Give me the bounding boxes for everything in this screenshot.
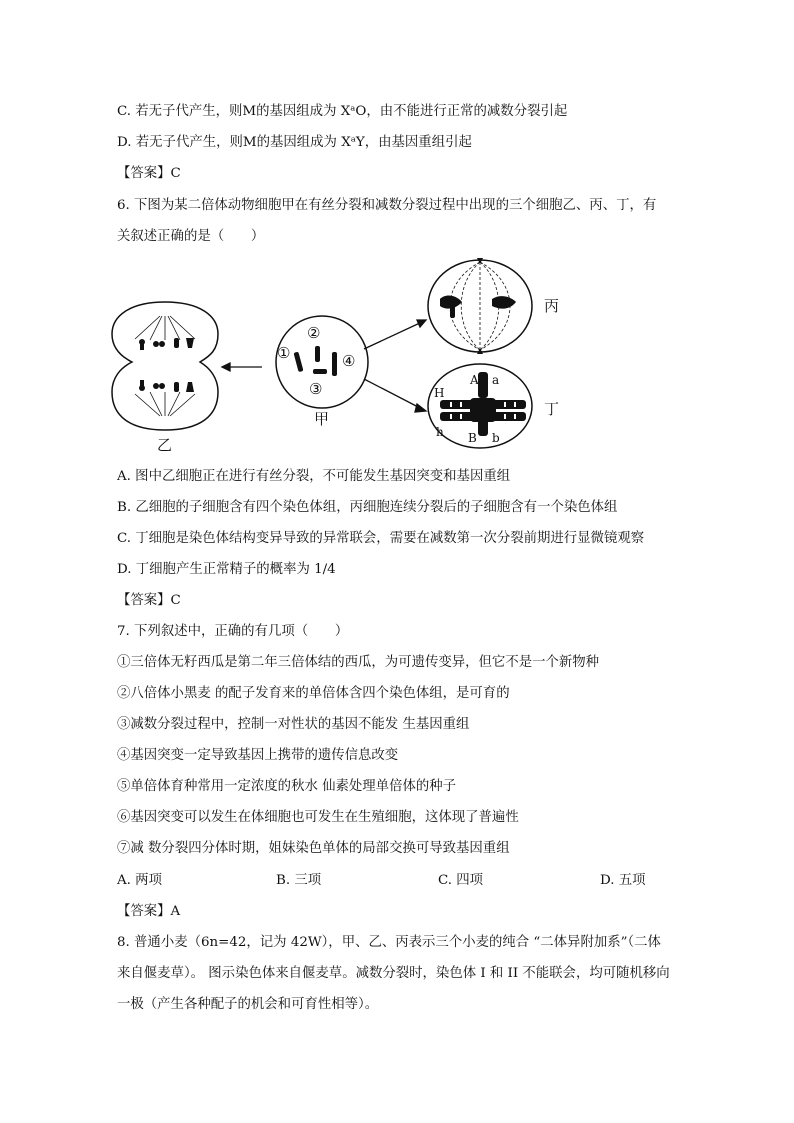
label-cell-yi: 乙 [157, 436, 173, 454]
q7-item-5: ⑤单倍体育种常用一定浓度的秋水 仙素处理单倍体的种子 [117, 779, 457, 794]
q7-stem: 7. 下列叙述中，正确的有几项（ ） [117, 624, 349, 639]
q7-item-2: ②八倍体小黑麦 的配子发育来的单倍体含四个染色体组，是可育的 [117, 686, 510, 701]
label-chrom-2: ② [307, 324, 321, 342]
label-chrom-4: ④ [342, 352, 356, 370]
q7-item-1: ①三倍体无籽西瓜是第二年三倍体结的西瓜，为可遗传变异，但它不是一个新物种 [117, 655, 600, 670]
q7-option-b: B. 三项 [276, 873, 322, 888]
q7-option-c: C. 四项 [438, 873, 484, 888]
q5-answer: 【答案】C [117, 166, 181, 181]
q7-answer: 【答案】A [117, 904, 181, 919]
q7-item-3: ③减数分裂过程中，控制一对性状的基因不能发 生基因重组 [117, 717, 470, 732]
q6-answer: 【答案】C [117, 593, 181, 608]
q8-line-1: 8. 普通小麦（6n=42，记为 42W），甲、乙、丙表示三个小麦的纯合 “二体异附加系”（二体 [117, 935, 661, 950]
q8-line-2: 来自偃麦草）。 图示染色体来自偃麦草。减数分裂时，染色体 I 和 II 不能联会，均可随机移向 [117, 966, 670, 981]
cell-division-figure [110, 254, 580, 454]
q6-option-a: A. 图中乙细胞正在进行有丝分裂，不可能发生基因突变和基因重组 [117, 469, 511, 484]
label-cell-bing: 丙 [544, 297, 560, 315]
label-gene-b: b [492, 431, 500, 445]
q8-line-3: 一极（产生各种配子的机会和可育性相等）。 [117, 997, 379, 1012]
label-gene-h: h [436, 425, 444, 439]
label-gene-B: B [468, 431, 477, 445]
label-chrom-3: ③ [309, 380, 323, 398]
q6-option-d: D. 丁细胞产生正常精子的概率为 1/4 [117, 562, 336, 577]
q7-item-4: ④基因突变一定导致基因上携带的遗传信息改变 [117, 748, 399, 763]
label-cell-ding: 丁 [544, 400, 560, 418]
label-gene-A: A [470, 373, 479, 387]
q7-option-d: D. 五项 [600, 873, 646, 888]
q7-item-6: ⑥基因突变可以发生在体细胞也可发生在生殖细胞，这体现了普遍性 [117, 810, 519, 825]
label-gene-H: H [434, 386, 445, 400]
q7-item-7: ⑦减 数分裂四分体时期，姐妹染色单体的局部交换可导致基因重组 [117, 841, 510, 856]
label-chrom-1: ① [277, 344, 291, 362]
q5-option-d: D. 若无子代产生，则M的基因组成为 XᵃY，由基因重组引起 [117, 135, 472, 150]
label-cell-jia: 甲 [314, 410, 330, 428]
q6-option-b: B. 乙细胞的子细胞含有四个染色体组，丙细胞连续分裂后的子细胞含有一个染色体组 [117, 500, 618, 515]
q5-option-c: C. 若无子代产生，则M的基因组成为 XᵃO，由不能进行正常的减数分裂引起 [117, 104, 568, 119]
q6-option-c: C. 丁细胞是染色体结构变异导致的异常联会，需要在减数第一次分裂前期进行显微镜观察 [117, 531, 645, 546]
label-gene-a: a [492, 373, 500, 387]
q6-stem-line-2: 关叙述正确的是（ ） [117, 229, 265, 244]
q6-stem-line-1: 6. 下图为某二倍体动物细胞甲在有丝分裂和减数分裂过程中出现的三个细胞乙、丙、丁，有 [117, 198, 657, 213]
q7-option-a: A. 两项 [117, 873, 162, 888]
